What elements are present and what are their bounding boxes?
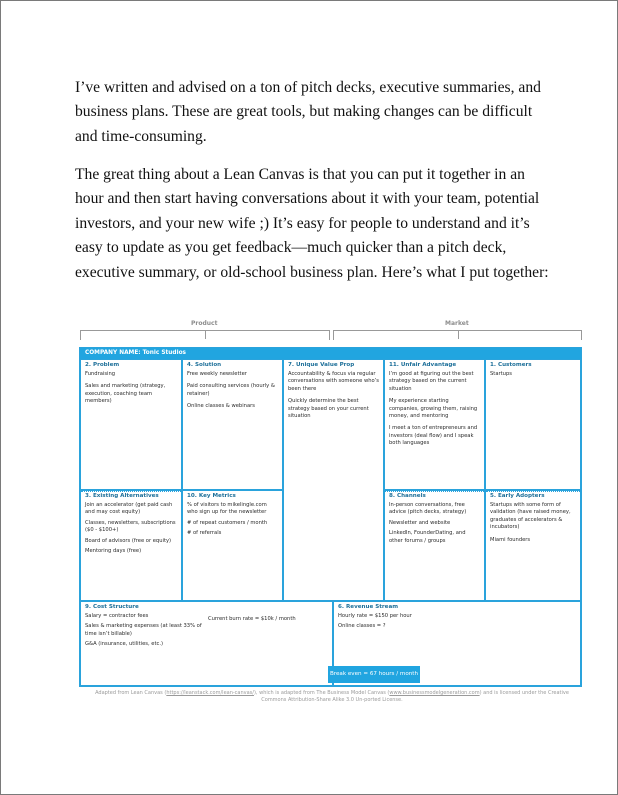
metric-item: # of repeat customers / month: [187, 519, 268, 526]
problem-box: [80, 359, 182, 490]
dotted-divider: [486, 491, 580, 492]
problem-item: Fundraising: [85, 371, 116, 377]
key-metrics-box: [182, 490, 283, 601]
figure-credit: [87, 690, 577, 704]
channel-item: LinkedIn, FounderDating, and other forums / groups: [389, 530, 466, 544]
unique-value-prop-title: 7. Unique Value Prop: [288, 362, 355, 368]
dotted-divider: [385, 491, 484, 492]
lean-canvas-link[interactable]: https://leanstack.com/lean-canvas/: [166, 690, 254, 696]
break-even-badge: Break even = 67 hours / month: [328, 666, 420, 683]
early-adopter-item: Miami founders: [490, 536, 531, 543]
early-adopters-box: [485, 490, 581, 601]
unfair-advantage-title: 11. Unfair Advantage: [389, 362, 457, 368]
lean-canvas-paragraph: The great thing about a Lean Canvas is that you can put it together in an hour and then start having conversations about it with your team, potential investors, and your new wife ;) It’s easy for people to understand and it’s easy to update as you get feedback—much quicker than a pitch deck, executive summary, or old-school business plan. Here’s what I put together:: [75, 166, 549, 281]
company-name-bar: COMPANY NAME: Tonic Studios: [80, 348, 581, 359]
metric-item: # of referrals: [187, 530, 222, 537]
customer-item: Startups: [490, 371, 512, 377]
customers-box: [485, 359, 581, 490]
intro-paragraph: I’ve written and advised on a ton of pitch decks, executive summaries, and business plans. These are great tools, but making changes can be difficult and time-consuming.: [75, 79, 541, 145]
alternative-item: Board of advisors (free or equity): [85, 537, 172, 544]
market-bracket-tick: [458, 330, 459, 339]
lean-canvas-figure: [77, 317, 584, 712]
segment-label-product: Product: [191, 320, 218, 327]
existing-alternatives-box: [80, 490, 182, 601]
revenue-item: Online classes = ?: [338, 623, 386, 630]
channels-title: 8. Channels: [389, 493, 426, 499]
alternative-item: Join an accelerator (get paid cash and may cost equity): [85, 502, 173, 516]
cost-structure-title: 9. Cost Structure: [85, 604, 139, 610]
advantage-item: I’m good at figuring out the best strategy based on the current situation: [389, 371, 474, 392]
solution-item: Online classes & webinars: [187, 403, 255, 410]
revenue-item: Hourly rate = $150 per hour: [338, 613, 412, 619]
credit-text: ) and is licensed under the Creative Commons Attribution-Share Alike 3.0 Un-ported License.: [261, 690, 569, 704]
cost-item: Salary = contractor fees: [85, 613, 149, 619]
burn-rate-text: Current burn rate = $10k / month: [208, 616, 296, 622]
existing-alternatives-title: 3. Existing Alternatives: [85, 493, 159, 499]
alternative-item: Mentoring days (free): [85, 548, 142, 555]
cost-structure-box: [80, 601, 333, 686]
solution-box: [182, 359, 283, 490]
customers-title: 1. Customers: [490, 362, 532, 368]
channel-item: In-person conversations, free advice (pitch decks, strategy): [389, 502, 467, 516]
business-model-generation-link[interactable]: www.businessmodelgeneration.com: [389, 690, 480, 696]
cost-item: G&A (insurance, utilities, etc.): [85, 641, 164, 648]
revenue-stream-title: 6. Revenue Stream: [338, 604, 399, 610]
advantage-item: I meet a ton of entrepreneurs and investors (deal flow) and I speak both languages: [389, 425, 478, 447]
key-metrics-title: 10. Key Metrics: [187, 493, 236, 499]
channel-item: Newsletter and website: [389, 519, 451, 526]
early-adopter-item: Startups with some form of validation (have raised money, graduates of accelerators & incubators): [490, 502, 571, 531]
advantage-item: My experience starting companies, growing them, raising money, and mentoring: [389, 398, 478, 420]
value-prop-item: Accountability & focus via regular conversations with someone who’s been there: [288, 371, 380, 392]
unfair-advantage-box: [384, 359, 485, 490]
problem-title: 2. Problem: [85, 362, 120, 368]
problem-item: Sales and marketing (strategy, execution, coaching team members): [85, 383, 166, 405]
channels-box: [384, 490, 485, 601]
solution-title: 4. Solution: [187, 362, 222, 368]
dotted-divider: [81, 491, 181, 492]
alternative-item: Classes, newsletters, subscriptions ($0 - $100+): [85, 519, 176, 534]
lean-canvas-grid: [79, 347, 582, 687]
segment-label-market: Market: [445, 320, 469, 327]
value-prop-item: Quickly determine the best strategy based on your current situation: [288, 398, 369, 420]
unique-value-prop-box: [283, 359, 384, 601]
credit-text: ), which is adapted from The Business Model Canvas (: [253, 690, 390, 696]
metric-item: % of visitors to mikelingle.com who sign up for the newsletter: [187, 502, 267, 516]
solution-item: Paid consulting services (hourly & retainer): [187, 383, 275, 397]
early-adopters-title: 5. Early Adopters: [490, 493, 545, 499]
product-bracket-tick: [205, 330, 206, 339]
cost-item: Sales & marketing expenses (at least 33% of time isn’t billable): [85, 623, 202, 637]
solution-item: Free weekly newsletter: [187, 371, 247, 377]
credit-text: Adapted from Lean Canvas (: [95, 690, 167, 696]
